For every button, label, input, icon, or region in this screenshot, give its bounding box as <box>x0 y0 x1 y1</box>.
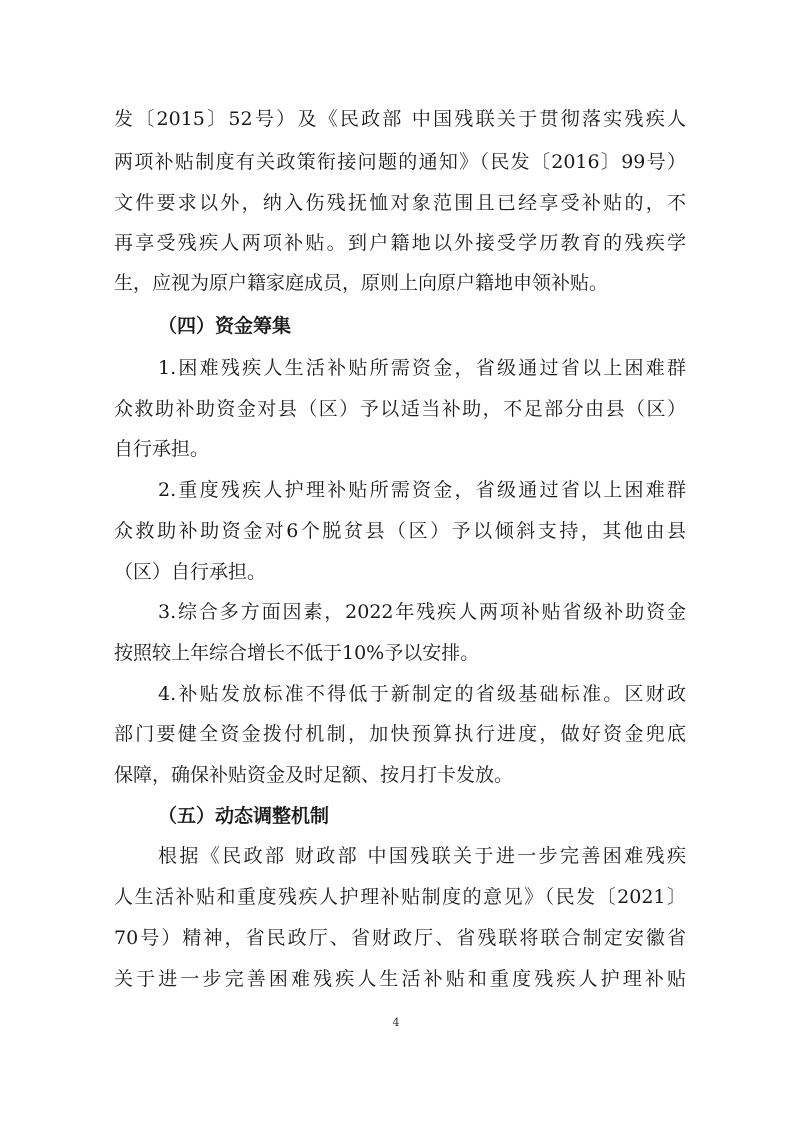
body-line: 生，应视为原户籍家庭成员，原则上向原户籍地申领补贴。 <box>114 272 609 294</box>
body-line: 1.困难残疾人生活补贴所需资金，省级通过省以上困难群 <box>158 357 686 379</box>
body-line: 众救助补助资金对6个脱贫县（区）予以倾斜支持，其他由县 <box>114 520 686 542</box>
body-line: 70号）精神，省民政厅、省财政厅、省残联将联合制定安徽省 <box>114 927 686 949</box>
body-line: （区）自行承担。 <box>114 561 267 583</box>
body-line: 3.综合多方面因素，2022年残疾人两项补贴省级补助资金 <box>158 601 686 623</box>
body-line: 文件要求以外，纳入伤残抚恤对象范围且已经享受补贴的，不 <box>114 192 686 214</box>
body-line: 部门要健全资金拨付机制，加快预算执行进度，做好资金兜底 <box>114 723 686 745</box>
body-line: 两项补贴制度有关政策衔接问题的通知》（民发〔2016〕99号） <box>114 151 686 173</box>
body-line: 关于进一步完善困难残疾人生活补贴和重度残疾人护理补贴 <box>114 968 686 990</box>
section-heading-5: （五）动态调整机制 <box>158 805 330 827</box>
body-line: 保障，确保补贴资金及时足额、按月打卡发放。 <box>114 764 514 786</box>
body-line: 2.重度残疾人护理补贴所需资金，省级通过省以上困难群 <box>158 479 686 501</box>
page-number: 4 <box>392 1016 400 1029</box>
section-heading-4: （四）资金筹集 <box>158 315 292 337</box>
body-line: 按照较上年综合增长不低于10%予以安排。 <box>114 642 480 664</box>
body-line: 自行承担。 <box>114 438 210 460</box>
body-line: 根据《民政部 财政部 中国残联关于进一步完善困难残疾 <box>158 845 686 867</box>
body-line: 发〔2015〕52号）及《民政部 中国残联关于贯彻落实残疾人 <box>114 108 686 130</box>
body-line: 众救助补助资金对县（区）予以适当补助，不足部分由县（区） <box>114 398 686 420</box>
body-line: 人生活补贴和重度残疾人护理补贴制度的意见》（民发〔2021〕 <box>114 886 686 908</box>
body-line: 4.补贴发放标准不得低于新制定的省级基础标准。区财政 <box>158 683 686 705</box>
body-line: 再享受残疾人两项补贴。到户籍地以外接受学历教育的残疾学 <box>114 232 686 254</box>
